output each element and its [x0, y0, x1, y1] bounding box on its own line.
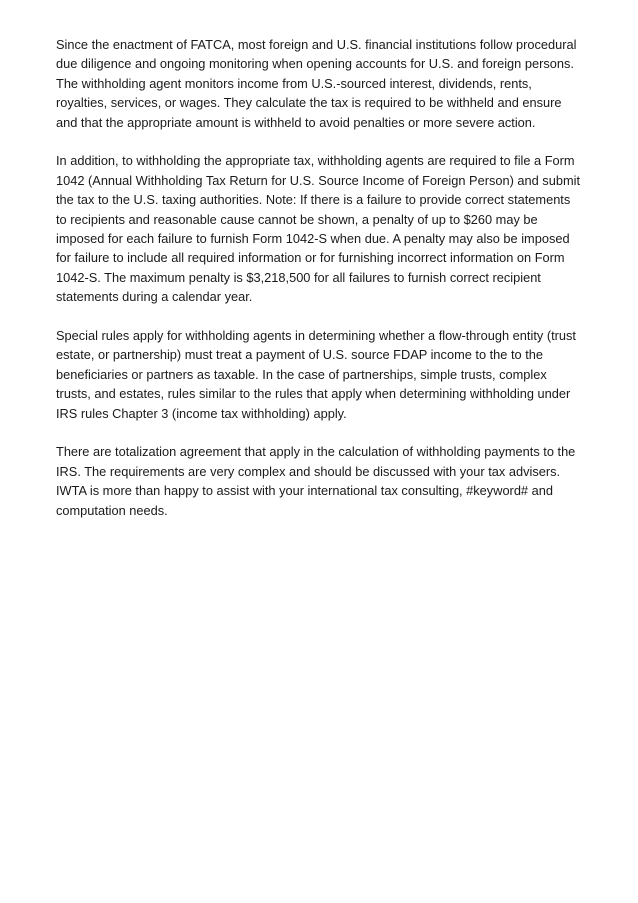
text-line: imposed for each failure to furnish Form 1042-S when due. A penalty may also be imposed — [56, 231, 570, 247]
text-line: estate, or partnership) must treat a payment of U.S. source FDAP income to the to the — [56, 347, 543, 363]
document-page — [56, 35, 591, 540]
paragraph-form-1042-penalties — [56, 151, 591, 306]
text-line: computation needs. — [56, 502, 168, 518]
text-line: due diligence and ongoing monitoring when opening accounts for U.S. and foreign persons. — [56, 56, 574, 72]
text-line: to recipients and reasonable cause cannot be shown, a penalty of up to $260 may be — [56, 211, 538, 227]
text-line: the tax to the U.S. taxing authorities. Note: If there is a failure to provide correct statements — [56, 192, 571, 208]
text-line: The withholding agent monitors income from U.S.-sourced interest, dividends, rents, — [56, 75, 532, 91]
text-line: There are totalization agreement that apply in the calculation of withholding payments to the — [56, 444, 576, 460]
text-line: royalties, services, or wages. They calculate the tax is required to be withheld and ensure — [56, 95, 562, 111]
text-line: trusts, and estates, rules similar to the rules that apply when determining withholding under — [56, 386, 571, 402]
text-line: IRS. The requirements are very complex and should be discussed with your tax advisers. — [56, 463, 561, 479]
text-line: and that the appropriate amount is withheld to avoid penalties or more severe action. — [56, 114, 536, 130]
paragraph-fatca-due-diligence — [56, 35, 591, 132]
text-line: Since the enactment of FATCA, most foreign and U.S. financial institutions follow procedural — [56, 37, 577, 52]
text-line: IRS rules Chapter 3 (income tax withholding) apply. — [56, 405, 347, 421]
text-line: 1042 (Annual Withholding Tax Return for U.S. Source Income of Foreign Person) and submit — [56, 172, 580, 188]
paragraph-flow-through-entities — [56, 326, 591, 423]
text-line: statements during a calendar year. — [56, 289, 253, 305]
text-line: beneficiaries or partners as taxable. In the case of partnerships, simple trusts, complex — [56, 366, 547, 382]
text-line: 1042-S. The maximum penalty is $3,218,500 for all failures to furnish correct recipient — [56, 269, 541, 285]
text-line: IWTA is more than happy to assist with your international tax consulting, #keyword# and — [56, 483, 553, 499]
text-line: Special rules apply for withholding agents in determining whether a flow-through entity (trust — [56, 328, 576, 344]
paragraph-totalization-agreement — [56, 442, 591, 520]
text-line: In addition, to withholding the appropriate tax, withholding agents are required to file a Form — [56, 153, 575, 169]
text-line: for failure to include all required information or for furnishing incorrect information on Form — [56, 250, 565, 266]
